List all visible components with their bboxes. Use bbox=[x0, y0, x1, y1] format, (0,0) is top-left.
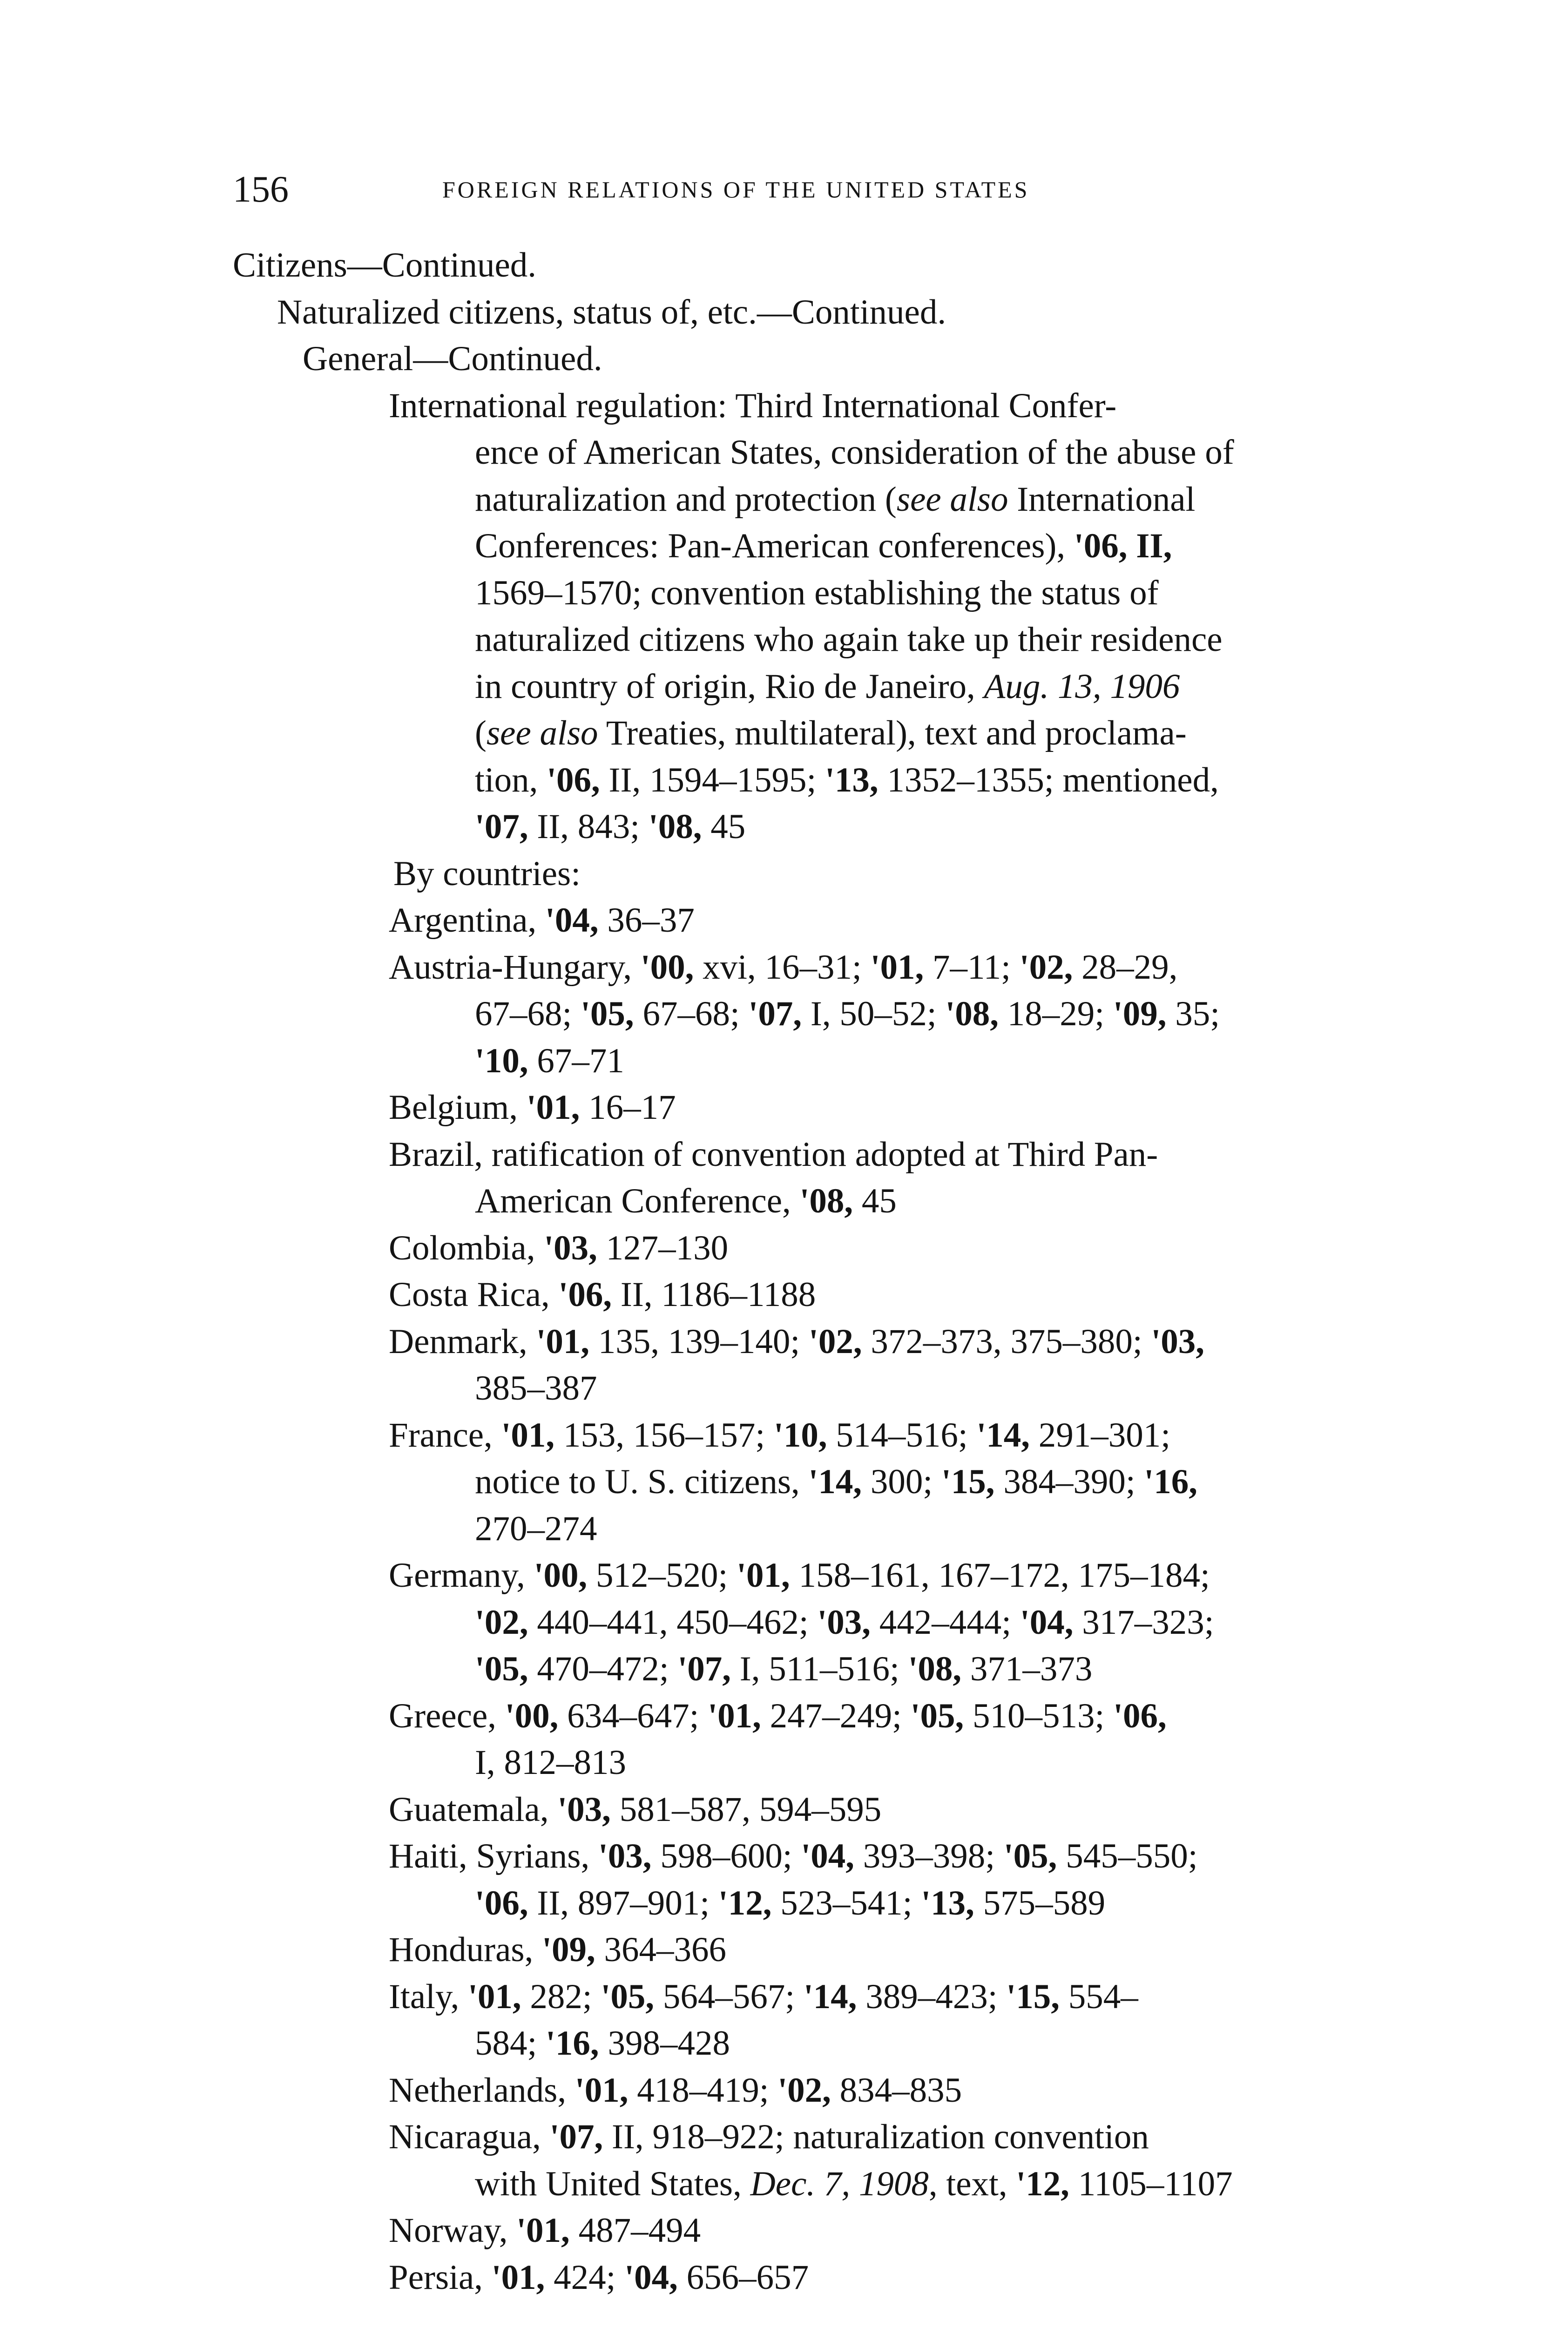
text: Treaties, multilateral), text and proclama- bbox=[598, 714, 1187, 752]
pages: I, 812–813 bbox=[475, 1743, 626, 1782]
pages: 28–29, bbox=[1073, 947, 1178, 987]
text: naturalized citizens who again take up their residence bbox=[475, 620, 1223, 659]
year: '08, bbox=[945, 995, 999, 1033]
year: '03, bbox=[598, 1837, 652, 1875]
year: '06, II, bbox=[1074, 527, 1172, 565]
pages: 153, 156–157; bbox=[554, 1415, 774, 1455]
pages: 523–541; bbox=[771, 1883, 921, 1922]
pages: I, 511–516; bbox=[731, 1650, 908, 1688]
country: Denmark, bbox=[389, 1322, 536, 1361]
entry-continuation bbox=[233, 429, 1453, 476]
pages: 127–130 bbox=[597, 1228, 729, 1267]
pages: 1105–1107 bbox=[1069, 2164, 1233, 2203]
country: Belgium, bbox=[389, 1088, 527, 1127]
pages: 487–494 bbox=[569, 2211, 701, 2250]
pages: 398–428 bbox=[599, 2024, 730, 2063]
entry-continuation bbox=[233, 476, 1453, 523]
entry-continuation bbox=[233, 2020, 1453, 2067]
text: 1352–1355; mentioned, bbox=[878, 760, 1219, 799]
pages: 270–274 bbox=[475, 1509, 597, 1548]
year: '14, bbox=[808, 1462, 862, 1501]
country: Netherlands, bbox=[389, 2071, 575, 2110]
pages: 440–441, 450–462; bbox=[528, 1603, 818, 1642]
year: '01, bbox=[536, 1322, 590, 1361]
country: Nicaragua, bbox=[389, 2118, 550, 2156]
pages: 656–657 bbox=[677, 2258, 809, 2297]
heading-by-countries: By countries: bbox=[393, 854, 581, 893]
text: Brazil, ratification of convention adopted at Third Pan- bbox=[389, 1135, 1158, 1174]
year: '13, bbox=[921, 1883, 974, 1922]
text: Conferences: Pan-American conferences), bbox=[475, 527, 1074, 565]
pages: 317–323; bbox=[1073, 1603, 1214, 1642]
year: '00, bbox=[640, 947, 694, 987]
text: International bbox=[1008, 480, 1196, 519]
pages: xvi, 16–31; bbox=[694, 947, 871, 987]
year: '01, bbox=[501, 1415, 555, 1455]
pages: 510–513; bbox=[964, 1696, 1114, 1735]
country: Greece, bbox=[389, 1696, 505, 1735]
entry-continuation bbox=[233, 1038, 1453, 1085]
year: '05, bbox=[475, 1650, 528, 1688]
heading-general: General—Continued. bbox=[303, 339, 602, 378]
text: with United States, bbox=[475, 2164, 750, 2203]
text: II, 918–922; naturalization convention bbox=[603, 2118, 1149, 2156]
year: '14, bbox=[803, 1977, 857, 2016]
year: '01, bbox=[491, 2258, 545, 2297]
entry-persia bbox=[233, 2254, 1453, 2301]
country: Argentina, bbox=[389, 901, 546, 940]
year: '10, bbox=[774, 1415, 827, 1455]
entry-france bbox=[233, 1412, 1453, 1459]
pages: 598–600; bbox=[651, 1837, 801, 1875]
year: '06, bbox=[1113, 1696, 1167, 1735]
country: Italy, bbox=[389, 1977, 468, 2016]
text: American Conference, bbox=[475, 1182, 800, 1220]
entry-belgium bbox=[233, 1084, 1453, 1131]
pages: 158–161, 167–172, 175–184; bbox=[790, 1556, 1210, 1595]
pages: 300; bbox=[862, 1462, 941, 1501]
year: '03, bbox=[544, 1228, 597, 1267]
text: ( bbox=[475, 714, 487, 752]
year: '01, bbox=[708, 1696, 761, 1735]
year: '02, bbox=[1019, 947, 1073, 987]
text: 45 bbox=[702, 807, 746, 846]
entry-continuation bbox=[233, 1506, 1453, 1553]
year: '09, bbox=[542, 1930, 595, 1969]
year: '01, bbox=[737, 1556, 790, 1595]
year: '09, bbox=[1113, 995, 1167, 1033]
year: '16, bbox=[1144, 1462, 1197, 1501]
entry-denmark bbox=[233, 1319, 1453, 1366]
text: in country of origin, Rio de Janeiro, bbox=[475, 667, 984, 706]
year: '07, bbox=[677, 1650, 731, 1688]
text: tion, bbox=[475, 760, 547, 799]
text: International regulation: Third International Confer- bbox=[389, 386, 1117, 425]
year: '07, bbox=[748, 995, 802, 1033]
entry-austria-hungary bbox=[233, 944, 1453, 991]
text: notice to U. S. citizens, bbox=[475, 1462, 809, 1501]
text: naturalization and protection ( bbox=[475, 480, 897, 519]
year: '13, bbox=[825, 760, 879, 799]
text: II, 1594–1595; bbox=[600, 760, 825, 799]
heading-citizens: Citizens—Continued. bbox=[233, 246, 537, 284]
entry-continuation bbox=[233, 710, 1453, 757]
year: '16, bbox=[546, 2024, 599, 2063]
pages: 575–589 bbox=[974, 1883, 1106, 1922]
year: '04, bbox=[624, 2258, 678, 2297]
text: II, 843; bbox=[528, 807, 649, 846]
pages: 470–472; bbox=[528, 1650, 678, 1688]
year: '04, bbox=[801, 1837, 854, 1875]
entry-continuation bbox=[233, 1365, 1453, 1412]
pages: 35; bbox=[1166, 995, 1220, 1033]
country: Haiti, Syrians, bbox=[389, 1837, 598, 1875]
year: '05, bbox=[581, 995, 634, 1033]
country: France, bbox=[389, 1415, 501, 1455]
entry-continuation bbox=[233, 616, 1453, 663]
entry-continuation bbox=[233, 1599, 1453, 1646]
page-number: 156 bbox=[233, 169, 289, 210]
year: '01, bbox=[516, 2211, 570, 2250]
entry-continuation bbox=[233, 804, 1453, 851]
pages: 554– bbox=[1059, 1977, 1138, 2016]
pages: 364–366 bbox=[595, 1930, 726, 1969]
country: Guatemala, bbox=[389, 1790, 558, 1829]
running-title: FOREIGN RELATIONS OF THE UNITED STATES bbox=[442, 176, 1030, 203]
year: '12, bbox=[1016, 2164, 1069, 2203]
year: '06, bbox=[547, 760, 600, 799]
year: '05, bbox=[1003, 1837, 1057, 1875]
pages: 834–835 bbox=[831, 2071, 962, 2110]
entry-costa-rica bbox=[233, 1272, 1453, 1319]
entry-netherlands bbox=[233, 2067, 1453, 2114]
year: '05, bbox=[910, 1696, 964, 1735]
entry-international-regulation bbox=[233, 383, 1453, 430]
heading-naturalized-citizens: Naturalized citizens, status of, etc.—Continued. bbox=[277, 292, 946, 332]
date: Dec. 7, 1908 bbox=[750, 2164, 929, 2203]
entry-continuation bbox=[233, 663, 1453, 711]
pages: 512–520; bbox=[587, 1556, 737, 1595]
text: ence of American States, consideration of the abuse of bbox=[475, 433, 1234, 472]
entry-continuation bbox=[233, 757, 1453, 804]
year: '10, bbox=[475, 1041, 528, 1080]
country: Colombia, bbox=[389, 1228, 544, 1267]
pages: II, 897–901; bbox=[528, 1883, 718, 1922]
year: '01, bbox=[574, 2071, 629, 2110]
year: '01, bbox=[468, 1977, 521, 2016]
page-header bbox=[233, 164, 1304, 215]
entry-honduras bbox=[233, 1927, 1453, 1974]
pages: 282; bbox=[521, 1977, 601, 2016]
year: '04, bbox=[1020, 1603, 1074, 1642]
year: '03, bbox=[1151, 1322, 1205, 1361]
pages: 389–423; bbox=[857, 1977, 1007, 2016]
year: '14, bbox=[976, 1415, 1030, 1455]
pages: 67–68; bbox=[475, 995, 581, 1033]
pages: 18–29; bbox=[999, 995, 1113, 1033]
text: , text, bbox=[928, 2164, 1016, 2203]
pages: 393–398; bbox=[854, 1837, 1004, 1875]
year: '15, bbox=[1006, 1977, 1060, 2016]
index-body bbox=[233, 242, 1453, 2301]
entry-haiti bbox=[233, 1833, 1453, 1880]
pages: 384–390; bbox=[994, 1462, 1144, 1501]
pages: 371–373 bbox=[961, 1650, 1093, 1688]
year: '04, bbox=[545, 901, 599, 940]
entry-continuation bbox=[233, 1459, 1453, 1506]
entry-colombia bbox=[233, 1225, 1453, 1272]
entry-continuation bbox=[233, 991, 1453, 1038]
year: '01, bbox=[870, 947, 924, 987]
pages: 442–444; bbox=[871, 1603, 1020, 1642]
pages: 385–387 bbox=[475, 1369, 597, 1408]
year: '05, bbox=[601, 1977, 655, 2016]
pages: 564–567; bbox=[654, 1977, 804, 2016]
text: 1569–1570; convention establishing the status of bbox=[475, 573, 1159, 612]
year: '02, bbox=[777, 2071, 831, 2110]
year: '06, bbox=[475, 1883, 528, 1922]
entry-brazil bbox=[233, 1131, 1453, 1178]
entry-argentina bbox=[233, 897, 1453, 944]
pages: 247–249; bbox=[761, 1696, 911, 1735]
year: '06, bbox=[558, 1275, 612, 1314]
year: '15, bbox=[941, 1462, 995, 1501]
entry-germany bbox=[233, 1552, 1453, 1599]
entry-continuation bbox=[233, 1178, 1453, 1225]
country: Austria-Hungary, bbox=[389, 947, 641, 987]
year: '00, bbox=[534, 1556, 588, 1595]
entry-guatemala bbox=[233, 1787, 1453, 1834]
year: '07, bbox=[475, 807, 528, 846]
year: '08, bbox=[648, 807, 702, 846]
entry-nicaragua bbox=[233, 2114, 1453, 2161]
year: '01, bbox=[526, 1088, 580, 1127]
date: Aug. 13, 1906 bbox=[984, 667, 1180, 706]
entry-continuation bbox=[233, 523, 1453, 570]
pages: II, 1186–1188 bbox=[612, 1275, 816, 1314]
year: '08, bbox=[799, 1182, 853, 1220]
year: '00, bbox=[505, 1696, 559, 1735]
pages: 418–419; bbox=[628, 2071, 778, 2110]
year: '03, bbox=[817, 1603, 871, 1642]
pages: 424; bbox=[545, 2258, 625, 2297]
pages: 67–71 bbox=[528, 1041, 624, 1080]
entry-continuation bbox=[233, 1739, 1453, 1787]
pages: 514–516; bbox=[827, 1415, 977, 1455]
pages: 581–587, 594–595 bbox=[610, 1790, 882, 1829]
year: '07, bbox=[549, 2118, 603, 2156]
pages: 7–11; bbox=[924, 947, 1020, 987]
entry-continuation bbox=[233, 570, 1453, 617]
pages: 584; bbox=[475, 2024, 546, 2063]
pages: 16–17 bbox=[580, 1088, 676, 1127]
see-also: see also bbox=[896, 480, 1008, 519]
entry-continuation bbox=[233, 1880, 1453, 1927]
pages: 36–37 bbox=[598, 901, 695, 940]
pages: I, 50–52; bbox=[802, 995, 946, 1033]
pages: 135, 139–140; bbox=[589, 1322, 809, 1361]
see-also: see also bbox=[486, 714, 598, 752]
pages: 545–550; bbox=[1057, 1837, 1198, 1875]
pages: 372–373, 375–380; bbox=[862, 1322, 1151, 1361]
year: '03, bbox=[557, 1790, 611, 1829]
year: '02, bbox=[809, 1322, 862, 1361]
year: '02, bbox=[475, 1603, 528, 1642]
year: '08, bbox=[908, 1650, 962, 1688]
entry-greece bbox=[233, 1693, 1453, 1740]
entry-norway bbox=[233, 2207, 1453, 2254]
entry-continuation bbox=[233, 1646, 1453, 1693]
entry-italy bbox=[233, 1974, 1453, 2021]
pages: 67–68; bbox=[634, 995, 749, 1033]
country: Norway, bbox=[389, 2211, 517, 2250]
pages: 291–301; bbox=[1030, 1415, 1171, 1455]
year: '12, bbox=[718, 1883, 772, 1922]
pages: 45 bbox=[853, 1182, 897, 1220]
pages: 634–647; bbox=[558, 1696, 708, 1735]
country: Costa Rica, bbox=[389, 1275, 559, 1314]
entry-continuation bbox=[233, 2161, 1453, 2208]
country: Honduras, bbox=[389, 1930, 542, 1969]
country: Germany, bbox=[389, 1556, 534, 1595]
country: Persia, bbox=[389, 2258, 492, 2297]
